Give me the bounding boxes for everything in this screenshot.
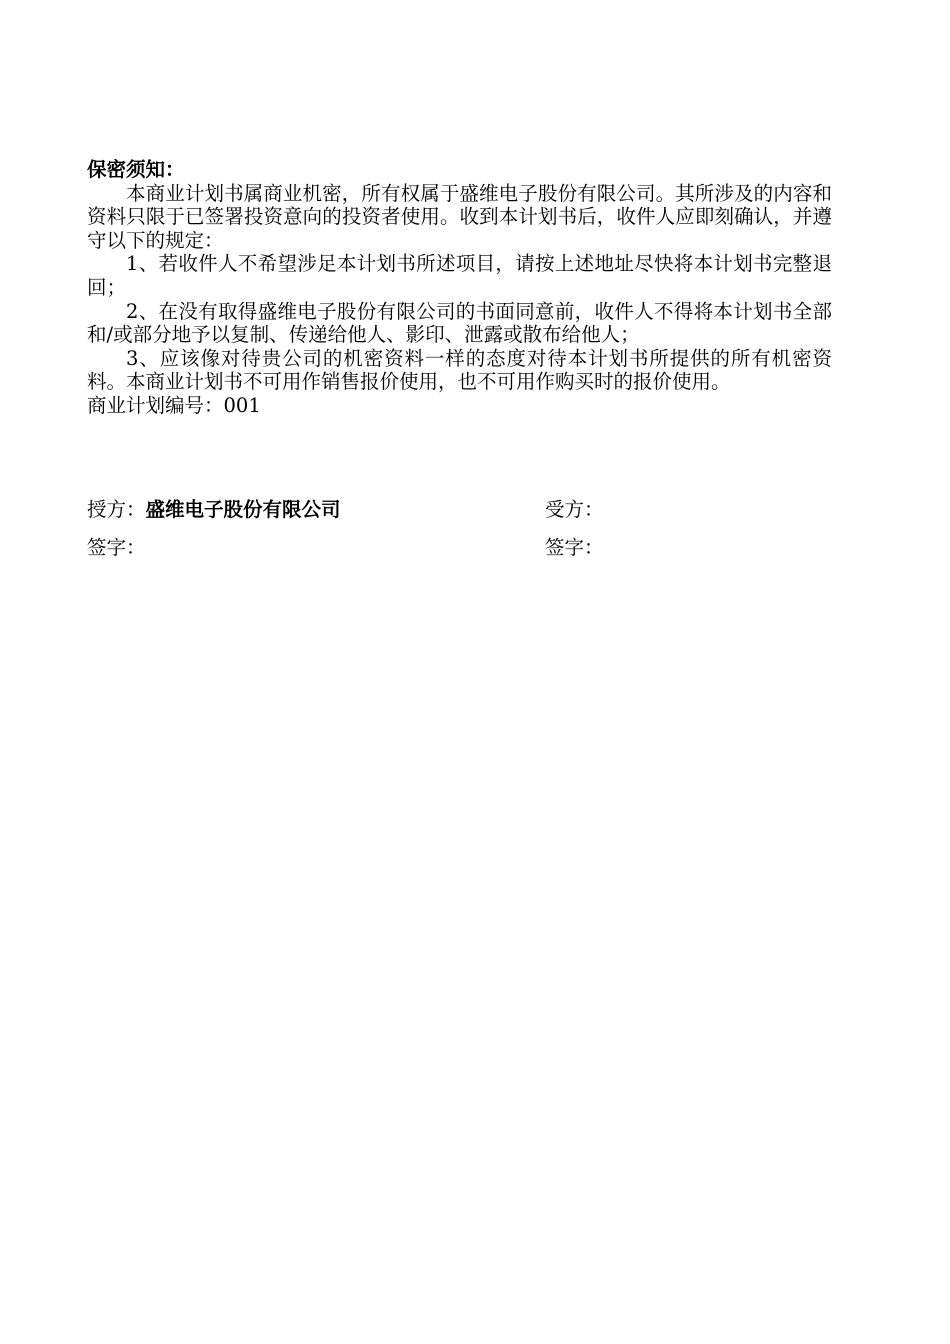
grantor-row (87, 498, 341, 522)
grantor-name: 盛维电子股份有限公司 (145, 498, 341, 521)
notice-title: 保密须知： (87, 158, 185, 181)
grantee-row (545, 498, 604, 522)
grantee-signature-row (545, 536, 604, 560)
grantor-signature-label: 签字： (87, 536, 146, 559)
notice-rule-2: 2、在没有取得盛维电子股份有限公司的书面同意前，收件人不得将本计划书全部和/或部分地予以复制、传递给他人、影印、泄露或散布给他人； (87, 299, 832, 347)
grantor-signature-row (87, 536, 146, 560)
plan-number: 商业计划编号：001 (87, 393, 261, 417)
confidentiality-notice (87, 158, 832, 418)
notice-intro: 本商业计划书属商业机密，所有权属于盛维电子股份有限公司。其所涉及的内容和资料只限于已签署投资意向的投资者使用。收到本计划书后，收件人应即刻确认，并遵守以下的规定： (87, 181, 832, 252)
grantee-label: 受方： (545, 498, 604, 521)
grantee-signature-label: 签字： (545, 536, 604, 559)
grantor-label: 授方： (87, 498, 146, 521)
notice-rule-3: 3、应该像对待贵公司的机密资料一样的态度对待本计划书所提供的所有机密资料。本商业计划书不可用作销售报价使用，也不可用作购买时的报价使用。 (87, 346, 832, 394)
notice-rule-1: 1、若收件人不希望涉足本计划书所述项目，请按上述地址尽快将本计划书完整退回； (87, 252, 832, 299)
